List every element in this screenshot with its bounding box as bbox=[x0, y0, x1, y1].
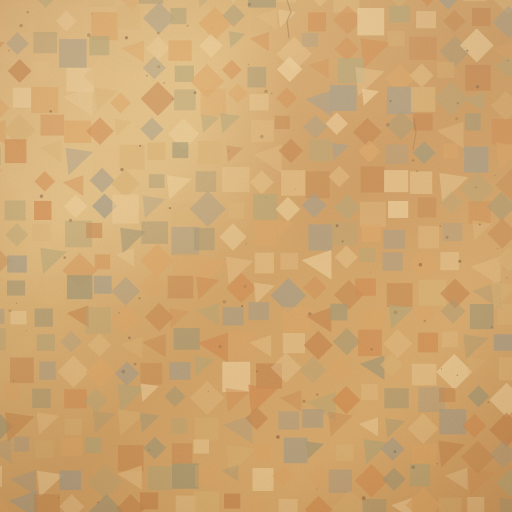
dark-fleck bbox=[446, 236, 449, 239]
dark-fleck bbox=[316, 393, 318, 395]
dark-fleck bbox=[371, 348, 373, 350]
dark-fleck bbox=[118, 312, 120, 314]
dark-fleck bbox=[271, 93, 272, 94]
dark-fleck bbox=[386, 123, 389, 126]
dark-fleck bbox=[139, 297, 141, 299]
dark-fleck bbox=[491, 326, 493, 328]
dark-fleck bbox=[466, 50, 468, 52]
dark-fleck bbox=[316, 488, 317, 489]
dark-fleck bbox=[246, 243, 247, 244]
dark-fleck bbox=[87, 33, 91, 37]
dark-fleck bbox=[412, 159, 415, 162]
dark-fleck bbox=[244, 285, 247, 288]
dark-fleck bbox=[26, 330, 27, 331]
dark-fleck bbox=[302, 400, 305, 403]
dark-fleck bbox=[125, 36, 128, 39]
dark-fleck bbox=[63, 256, 66, 259]
dark-fleck bbox=[169, 207, 171, 209]
dark-fleck bbox=[122, 370, 126, 374]
dark-fleck bbox=[497, 248, 498, 249]
dark-fleck bbox=[457, 375, 458, 376]
dark-fleck bbox=[223, 300, 227, 304]
dark-fleck bbox=[218, 345, 221, 348]
dark-fleck bbox=[69, 219, 72, 222]
dark-fleck bbox=[416, 170, 418, 172]
dark-fleck bbox=[475, 186, 477, 188]
dark-fleck bbox=[494, 175, 496, 177]
dark-fleck bbox=[336, 224, 339, 227]
dark-fleck bbox=[9, 309, 12, 312]
dark-fleck bbox=[394, 450, 397, 453]
dark-fleck bbox=[295, 189, 296, 190]
dark-fleck bbox=[16, 303, 17, 304]
dark-fleck bbox=[370, 272, 371, 273]
dark-fleck bbox=[163, 82, 165, 84]
dark-fleck bbox=[27, 11, 29, 13]
dark-fleck bbox=[97, 502, 99, 504]
dark-fleck bbox=[264, 90, 267, 93]
dark-fleck bbox=[8, 50, 9, 51]
dark-fleck bbox=[412, 466, 415, 469]
dark-fleck bbox=[479, 224, 481, 226]
dark-fleck bbox=[256, 370, 258, 372]
dark-fleck bbox=[248, 3, 251, 6]
dark-fleck bbox=[139, 145, 141, 147]
dark-fleck bbox=[248, 64, 250, 66]
dark-fleck bbox=[476, 85, 479, 88]
dark-fleck bbox=[187, 25, 189, 27]
dark-fleck bbox=[128, 337, 131, 340]
dark-fleck bbox=[120, 168, 123, 171]
dark-fleck bbox=[439, 225, 441, 227]
dark-fleck bbox=[148, 449, 150, 451]
dark-fleck bbox=[58, 497, 59, 498]
dark-fleck bbox=[507, 60, 509, 62]
dark-fleck bbox=[389, 100, 391, 102]
dark-fleck bbox=[157, 65, 160, 68]
dark-fleck bbox=[362, 496, 366, 500]
dark-fleck bbox=[423, 320, 426, 323]
dark-fleck bbox=[20, 24, 23, 27]
dark-fleck bbox=[441, 368, 442, 369]
dark-fleck bbox=[40, 195, 43, 198]
dark-fleck bbox=[455, 117, 458, 120]
dark-fleck bbox=[419, 263, 422, 266]
dark-fleck bbox=[211, 28, 212, 29]
dark-fleck bbox=[308, 312, 311, 315]
dark-fleck bbox=[208, 391, 209, 392]
dark-fleck bbox=[436, 463, 438, 465]
dark-fleck bbox=[172, 99, 173, 100]
dark-fleck bbox=[457, 102, 459, 104]
dark-fleck bbox=[228, 150, 230, 152]
dark-fleck bbox=[13, 380, 15, 382]
dark-fleck bbox=[146, 75, 148, 77]
dark-fleck bbox=[342, 240, 344, 242]
dark-fleck bbox=[394, 311, 398, 315]
dark-fleck bbox=[276, 435, 280, 439]
dark-fleck bbox=[241, 305, 243, 307]
dark-fleck bbox=[91, 13, 92, 14]
dark-fleck bbox=[49, 110, 52, 113]
dark-fleck bbox=[266, 197, 267, 198]
dark-fleck bbox=[134, 363, 137, 366]
dark-fleck bbox=[157, 32, 160, 35]
dark-fleck bbox=[506, 277, 507, 278]
dark-fleck bbox=[194, 91, 197, 94]
dark-fleck bbox=[458, 260, 461, 263]
dark-fleck bbox=[488, 401, 490, 403]
dark-fleck bbox=[260, 135, 264, 139]
